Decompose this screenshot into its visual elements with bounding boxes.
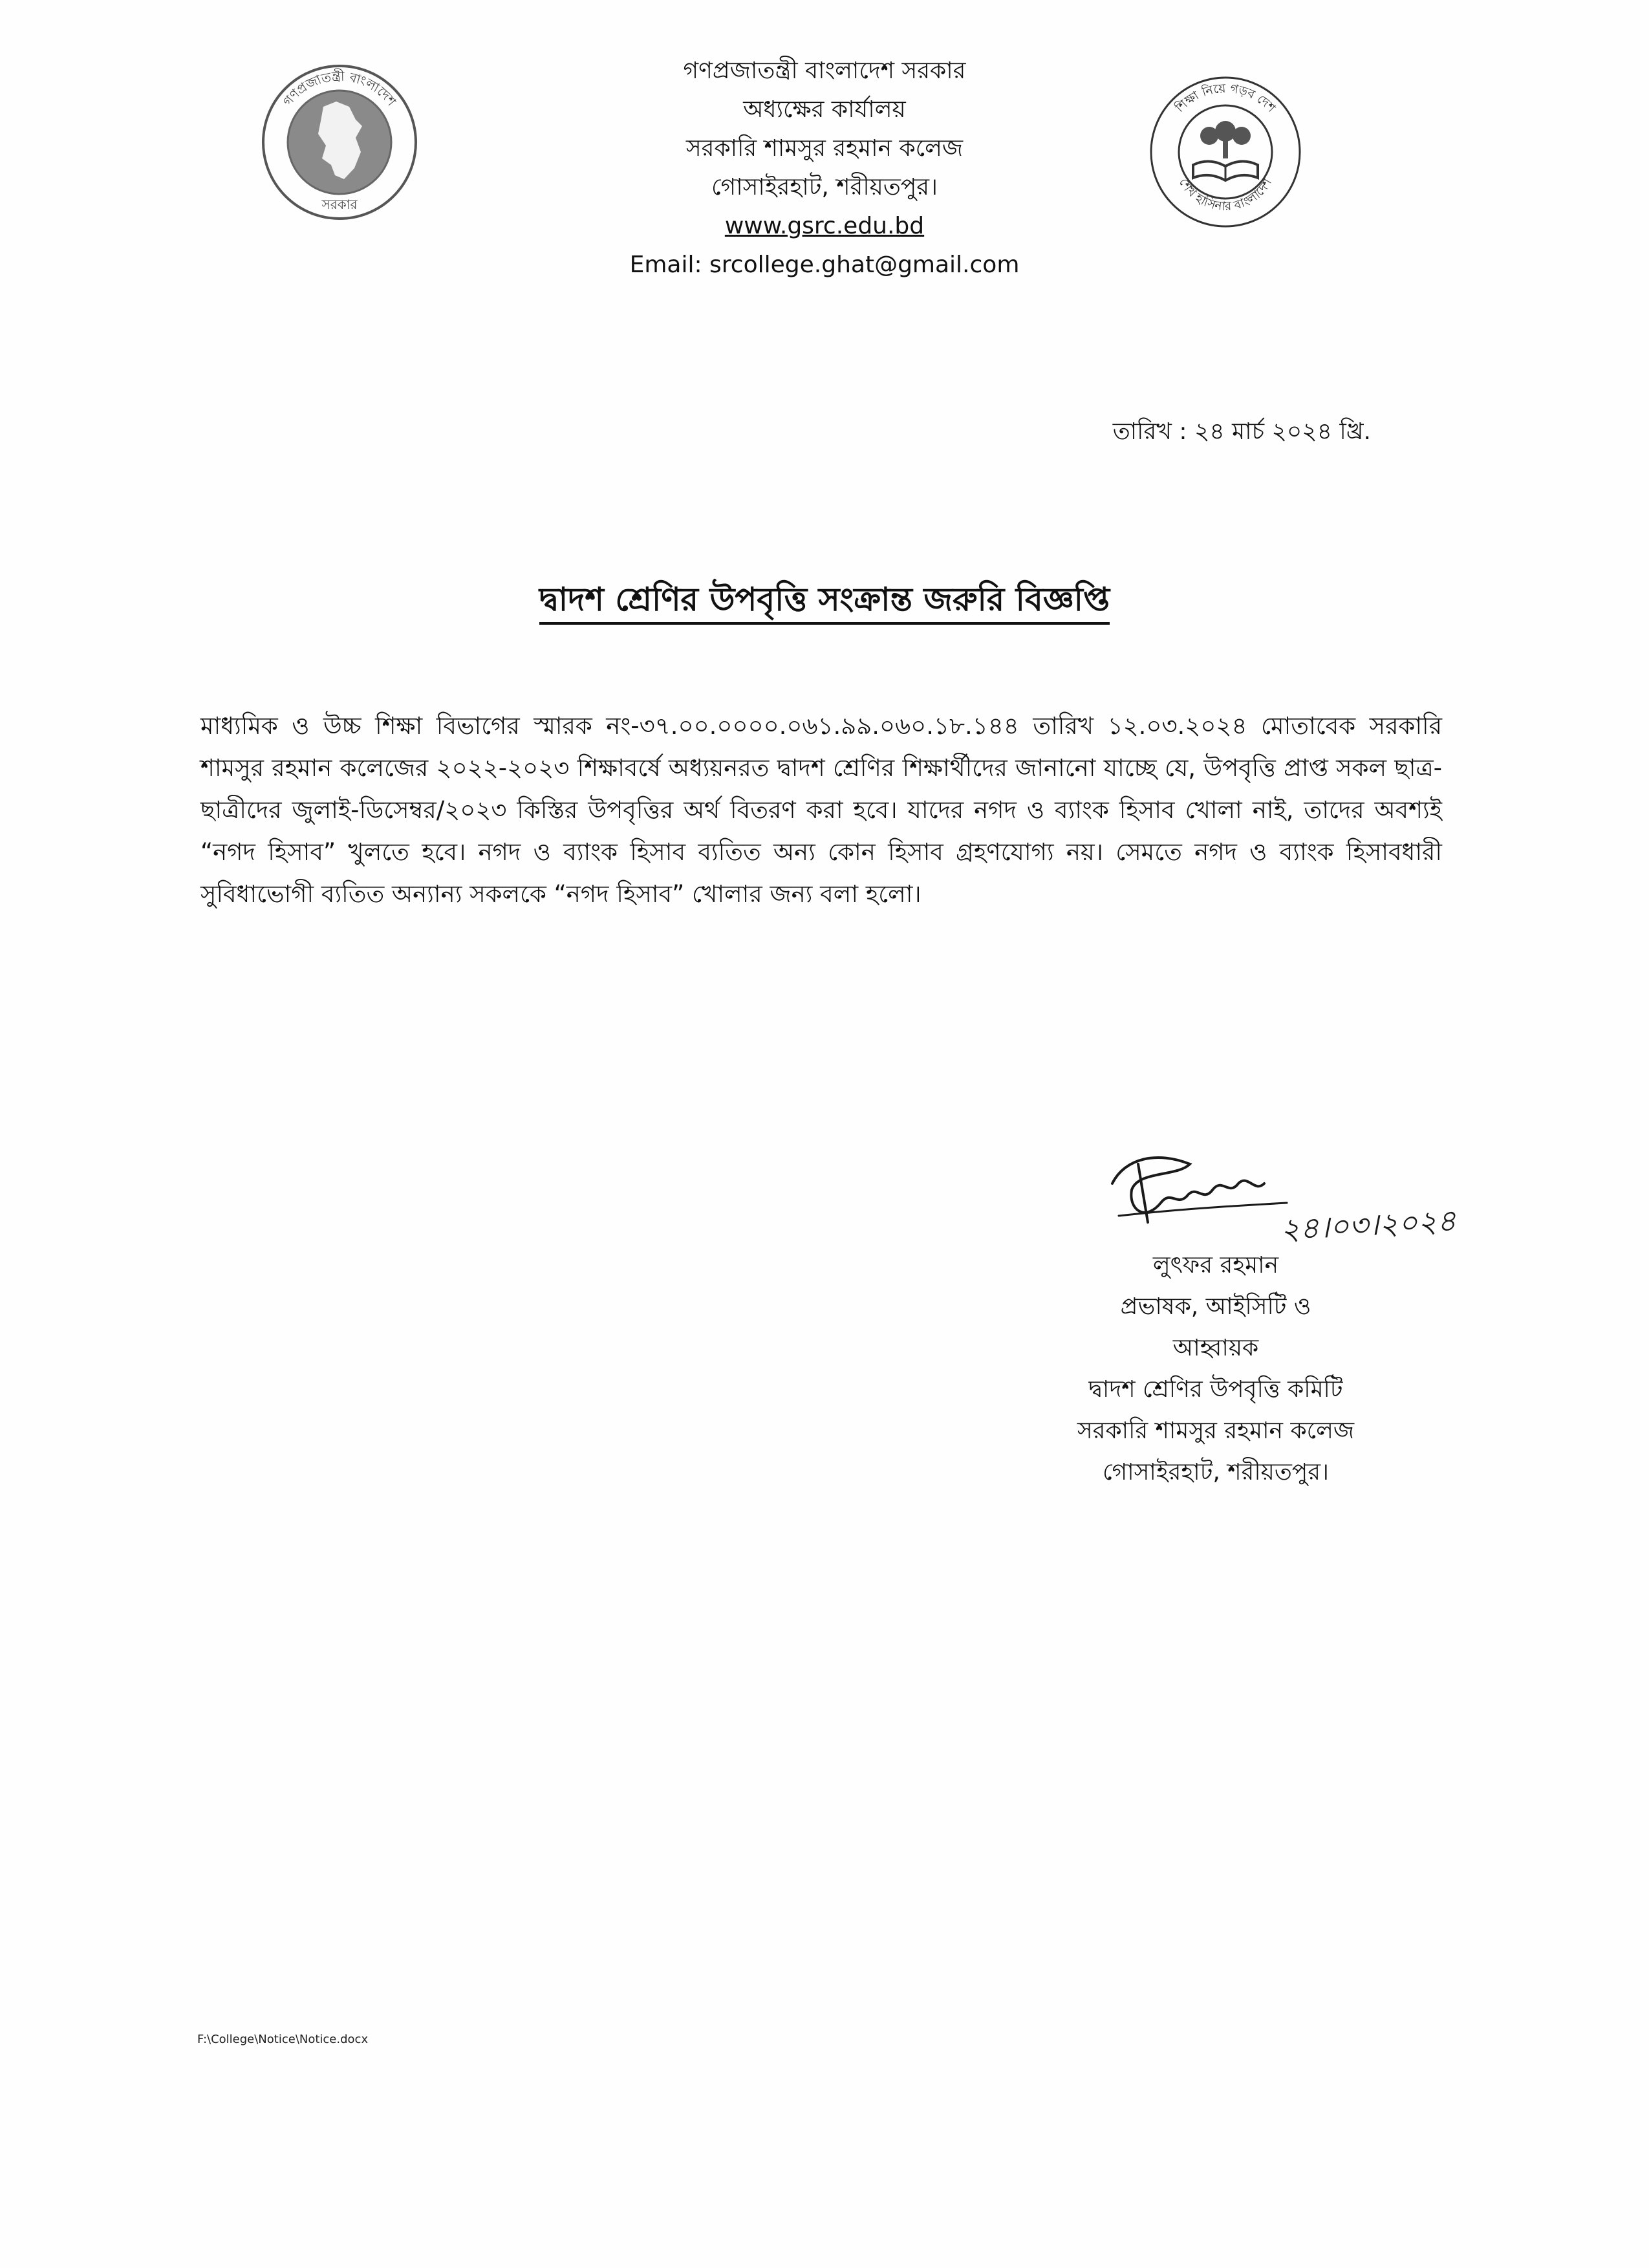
header-website-link[interactable]: www.gsrc.edu.bd [724,213,925,239]
header-line-govt: গণপ্রজাতন্ত্রী বাংলাদেশ সরকার [683,58,966,84]
letterhead [453,52,1196,285]
signer-designation: প্রভাষক, আইসিটি ও [1120,1293,1311,1320]
bangladesh-government-seal-icon [259,61,420,223]
notice-date: তারিখ : ২৪ মার্চ ২০২৪ খ্রি. [1112,418,1371,445]
notice-subject-text: দ্বাদশ শ্রেণির উপবৃত্তি সংক্রান্ত জরুরি বিজ্ঞপ্তি [539,581,1110,625]
signer-address: গোসাইরহাট, শরীয়তপুর। [1103,1459,1329,1485]
notice-subject [0,576,1649,629]
signer-committee: দ্বাদশ শ্রেণির উপবৃত্তি কমিটি [1088,1376,1343,1403]
svg-text:শিক্ষা নিয়ে গড়ব দেশ [1172,81,1278,116]
left-seal-bottom-text: সরকার [321,197,358,212]
right-seal-top-text: শিক্ষা নিয়ে গড়ব দেশ [1172,81,1278,115]
left-seal-top-text: গণপ্রজাতন্ত্রী বাংলাদেশ [279,68,400,109]
education-logo-icon [1148,74,1303,230]
notice-body: মাধ্যমিক ও উচ্চ শিক্ষা বিভাগের স্মারক নং-৩৭.০০.০০০০.০৬১.৯৯.০৬০.১৮.১৪৪ তারিখ ১২.০৩.২০২৪ মোতাবেক সরকারি শামসুর রহমান কলেজের ২০২২-২০২৩ শিক্ষাবর্ষে অধ্যয়নরত দ্বাদশ শ্রেণির শিক্ষার্থীদের জানানো যাচ্ছে যে, উপবৃত্তি প্রাপ্ত সকল ছাত্র-ছাত্রীদের জুলাই-ডিসেম্বর/২০২৩ কিস্তির উপবৃত্তির অর্থ বিতরণ করা হবে। যাদের নগদ ও ব্যাংক হিসাব খোলা নাই, তাদের অবশ্যই “নগদ হিসাব” খুলতে হবে। নগদ ও ব্যাংক হিসাব ব্যতিত অন্য কোন হিসাব গ্রহণযোগ্য নয়। সেমতে নগদ ও ব্যাংক হিসাবধারী সুবিধাভোগী ব্যতিত অন্যান্য সকলকে “নগদ হিসাব” খোলার জন্য বলা হলো। [200,712,1442,908]
header-line-office: অধ্যক্ষের কার্যালয় [743,96,906,123]
signature-date: ২৪।০৩।২০২৪ [1279,1202,1458,1247]
header-line-college: সরকারি শামসুর রহমান কলেজ [685,135,964,162]
signer-name: লুৎফর রহমান [1152,1252,1279,1279]
document-file-path: F:\College\Notice\Notice.docx [197,2033,369,2046]
signer-institution: সরকারি শামসুর রহমান কলেজ [1077,1418,1355,1444]
right-seal-bottom-text: শেখ হাসিনার বাংলাদেশ [1176,175,1275,214]
header-line-address: গোসাইরহাট, শরীয়তপুর। [711,174,938,200]
signer-block [970,1245,1461,1493]
header-email: Email: srcollege.ghat@gmail.com [629,252,1020,278]
signer-role: আহ্বায়ক [1172,1335,1259,1361]
